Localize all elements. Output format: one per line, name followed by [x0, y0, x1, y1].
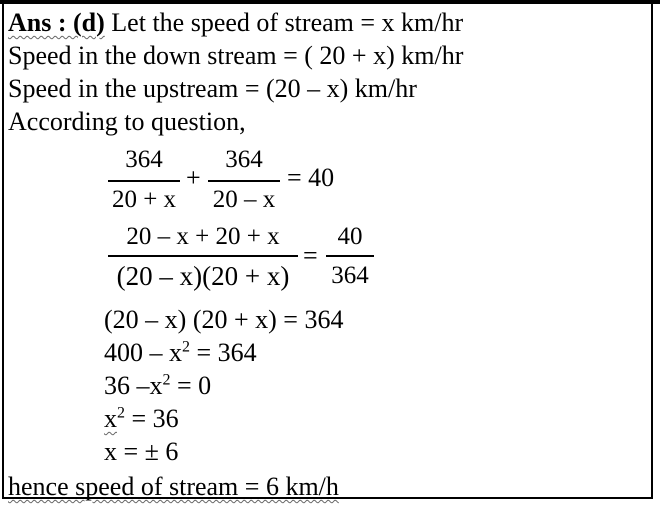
according-line: According to question,: [8, 107, 246, 136]
step-2: $400 - x^2 = 364$: [104, 338, 257, 367]
stream-speed-definition: Let the speed of stream = x km/hr: [104, 8, 464, 37]
eq2-equals: =: [303, 241, 318, 270]
eq1-numerator-1: 364: [125, 146, 163, 173]
downstream-line: Speed in the down stream = ( 20 + x) km/hr: [8, 41, 464, 70]
eq1-rhs: = 40: [287, 163, 335, 192]
eq1-fraction-bar-2: [208, 180, 280, 182]
eq2-numerator: 20 – x + 20 + x: [126, 223, 280, 250]
eq2-fraction-bar-right: [326, 255, 374, 257]
step-5: x = ± 6: [104, 437, 179, 466]
step-1: (20 – x) (20 + x) = 364: [104, 305, 344, 334]
step-3: 36 $-x^2 = 0$: [104, 371, 212, 400]
eq2-numerator-right: 40: [337, 223, 363, 250]
eq1-plus: +: [186, 163, 201, 192]
answer-label: Ans : (d): [8, 8, 105, 37]
eq1-numerator-2: 364: [225, 146, 263, 173]
answer-line: [8, 8, 463, 38]
upstream-line: Speed in the upstream = (20 – x) km/hr: [8, 74, 417, 103]
eq2-denominator-right: 364: [331, 262, 369, 289]
eq2-denominator: (20 – x)(20 + x): [116, 261, 290, 291]
step-4: $x^2 = 36$: [104, 404, 179, 433]
eq1-denominator-2: 20 – x: [212, 186, 276, 213]
eq1-denominator-1: 20 + x: [111, 186, 177, 213]
eq1-fraction-bar-1: [108, 180, 180, 182]
eq2-fraction-bar: [108, 255, 298, 257]
conclusion-line: hence speed of stream = 6 km/h: [8, 472, 339, 501]
